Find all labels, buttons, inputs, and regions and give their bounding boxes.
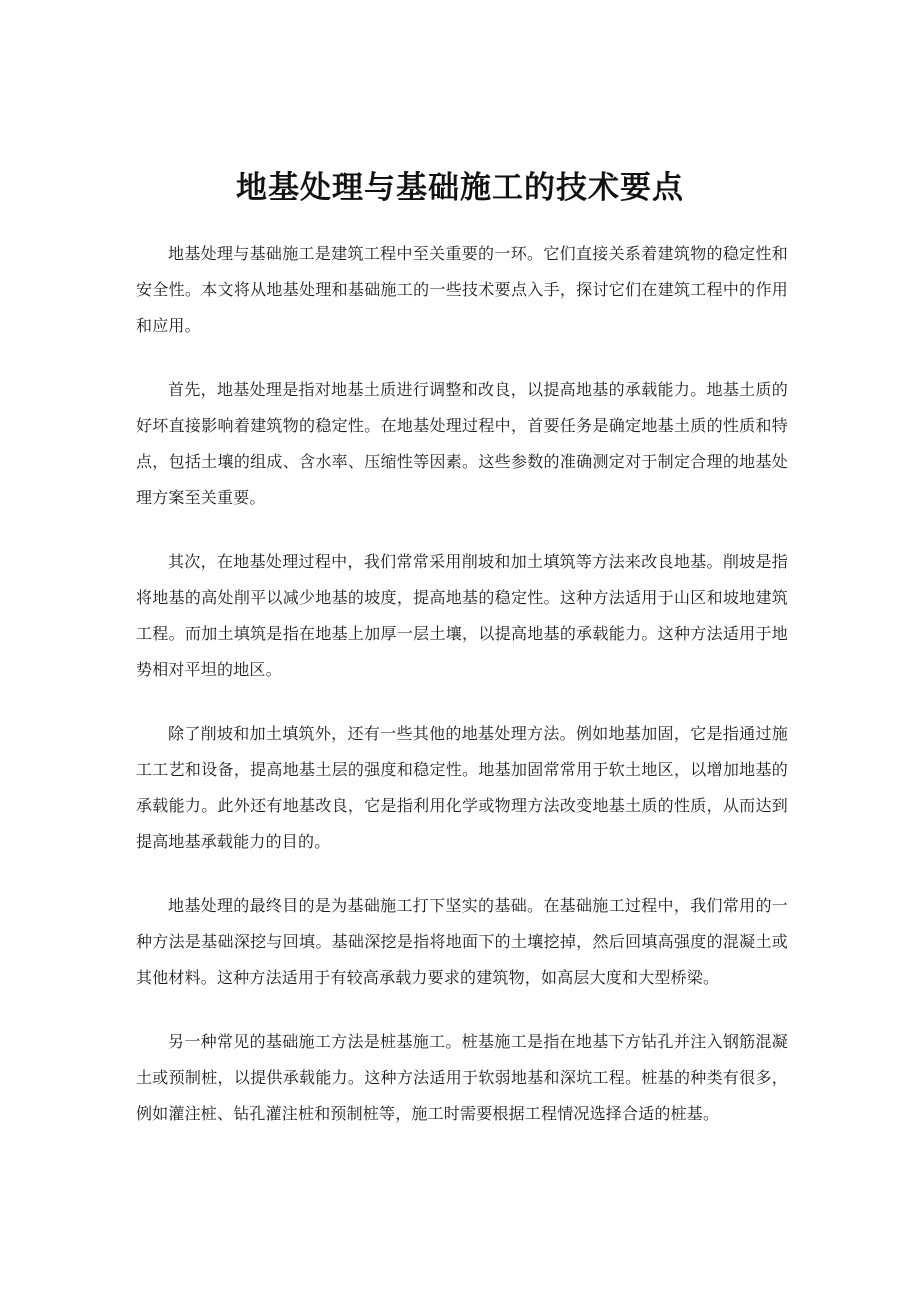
paragraph-3: 其次，在地基处理过程中，我们常常采用削坡和加土填筑等方法来改良地基。削坡是指将地基的高处削平以减少地基的坡度，提高地基的稳定性。这种方法适用于山区和坡地建筑工程。而加土填筑是指在地基上加厚一层土壤，以提高地基的承载能力。这种方法适用于地势相对平坦的地区。 bbox=[136, 552, 788, 679]
document-body bbox=[136, 236, 788, 1160]
document-title: 地基处理与基础施工的技术要点 bbox=[236, 170, 684, 206]
paragraph-4: 除了削坡和加土填筑外，还有一些其他的地基处理方法。例如地基加固，它是指通过施工工艺和设备，提高地基土层的强度和稳定性。地基加固常常用于软土地区，以增加地基的承载能力。此外还有地基改良，它是指利用化学或物理方法改变地基土质的性质，从而达到提高地基承载能力的目的。 bbox=[136, 724, 788, 851]
paragraph-5: 地基处理的最终目的是为基础施工打下坚实的基础。在基础施工过程中，我们常用的一种方法是基础深挖与回填。基础深挖是指将地面下的土壤挖掉，然后回填高强度的混凝土或其他材料。这种方法适用于有较高承载力要求的建筑物，如高层大度和大型桥梁。 bbox=[136, 896, 788, 987]
paragraph-1: 地基处理与基础施工是建筑工程中至关重要的一环。它们直接关系着建筑物的稳定性和安全性。本文将从地基处理和基础施工的一些技术要点入手，探讨它们在建筑工程中的作用和应用。 bbox=[136, 244, 788, 335]
paragraph-6: 另一种常见的基础施工方法是桩基施工。桩基施工是指在地基下方钻孔并注入钢筋混凝土或预制桩，以提供承载能力。这种方法适用于软弱地基和深坑工程。桩基的种类有很多，例如灌注桩、钻孔灌注桩和预制桩等，施工时需要根据工程情况选择合适的桩基。 bbox=[136, 1032, 788, 1123]
paragraph-2: 首先，地基处理是指对地基土质进行调整和改良，以提高地基的承载能力。地基土质的好坏直接影响着建筑物的稳定性。在地基处理过程中，首要任务是确定地基土质的性质和特点，包括土壤的组成、含水率、压缩性等因素。这些参数的准确测定对于制定合理的地基处理方案至关重要。 bbox=[136, 380, 788, 507]
